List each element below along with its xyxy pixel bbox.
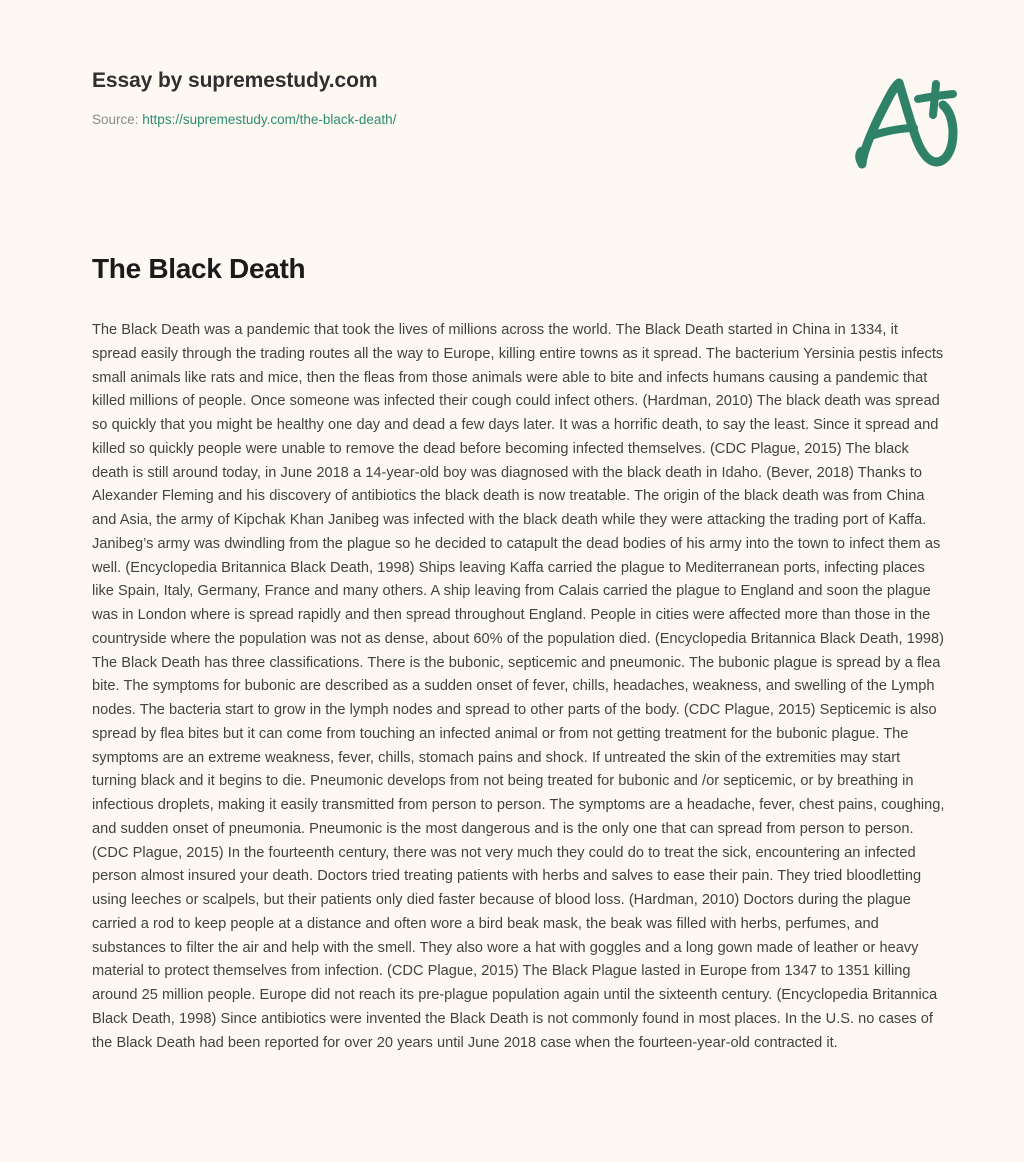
source-label: Source: [92,112,139,127]
a-plus-logo[interactable] [850,70,966,178]
source-line [92,110,732,129]
article [92,252,946,1055]
page-title: The Black Death [92,253,306,284]
page-header [0,0,1024,200]
header-text-block [92,68,732,129]
article-body-text: The Black Death was a pandemic that took the lives of millions across the world. The Black Death started in China in 1334, it spread easily through the trading routes all the way to Europe, killing entire towns as it spread. The bacterium Yersinia pestis infects small animals like rats and mice, then the fleas from those animals were able to bite and infects humans causing a pandemic that killed millions of people. Once someone was infected their cough could infect others. (Hardman, 2010) The black death was spread so quickly that you might be healthy one day and dead a few days later. It was a horrific death, to say the least. Since it spread and killed so quickly people were unable to remove the dead before becoming infected themselves. (CDC Plague, 2015) The black death is still around today, in June 2018 a 14-year-old boy was diagnosed with the black death in Idaho. (Bever, 2018) Thanks to Alexander Fleming and his discovery of antibiotics the black death is now treatable. The origin of the black death was from China and Asia, the army of Kipchak Khan Janibeg was infected with the black death while they were attacking the trading port of Kaffa. Janibeg’s army was dwindling from the plague so he decided to catapult the dead bodies of his army into the town to infect them as well. (Encyclopedia Britannica Black Death, 1998) Ships leaving Kaffa carried the plague to Mediterranean ports, infecting places like Spain, Italy, Germany, France and many others. A ship leaving from Calais carried the plague to England and soon the plague was in London where is spread rapidly and then spread throughout England. People in cities were affected more than those in the countryside where the population was not as dense, about 60% of the population died. (Encyclopedia Britannica Black Death, 1998) The Black Death has three classifications. There is the bubonic, septicemic and pneumonic. The bubonic plague is spread by a flea bite. The symptoms for bubonic are described as a sudden onset of fever, chills, headaches, weakness, and swelling of the Lymph nodes. The bacteria start to grow in the lymph nodes and spread to other parts of the body. (CDC Plague, 2015) Septicemic is also spread by flea bites but it can come from touching an infected animal or from not getting treatment for the bubonic plague. The symptoms are an extreme weakness, fever, chills, stomach pains and shock. If untreated the skin of the extremities may start turning black and it begins to die. Pneumonic develops from not being treated for bubonic and /or septicemic, or by breathing in infectious droplets, making it easily transmitted from person to person. The symptoms are a headache, fever, chest pains, coughing, and sudden onset of pneumonia. Pneumonic is the most dangerous and is the only one that can spread from person to person. (CDC Plague, 2015) In the fourteenth century, there was not very much they could do to treat the sick, encountering an infected person almost insured your death. Doctors tried treating patients with herbs and salves to ease their pain. They tried bloodletting using leeches or scalpels, but their patients only died faster because of blood loss. (Hardman, 2010) Doctors during the plague carried a rod to keep people at a distance and often wore a bird beak mask, the beak was filled with herbs, perfumes, and substances to filter the air and help with the smell. They also wore a hat with goggles and a long gown made of leather or heavy material to protect themselves from infection. (CDC Plague, 2015) The Black Plague lasted in Europe from 1347 to 1351 killing around 25 million people. Europe did not reach its pre-plague population again until the sixteenth century. (Encyclopedia Britannica Black Death, 1998) Since antibiotics were invented the Black Death is not commonly found in most places. In the U.S. no cases of the Black Death had been reported for over 20 years until June 2018 case when the fourteen-year-old contracted it. [92,322,945,1051]
a-plus-logo-icon [850,70,966,178]
source-url-link[interactable]: https://supremestudy.com/the-black-death/ [142,112,397,127]
site-byline: Essay by supremestudy.com [92,69,378,92]
